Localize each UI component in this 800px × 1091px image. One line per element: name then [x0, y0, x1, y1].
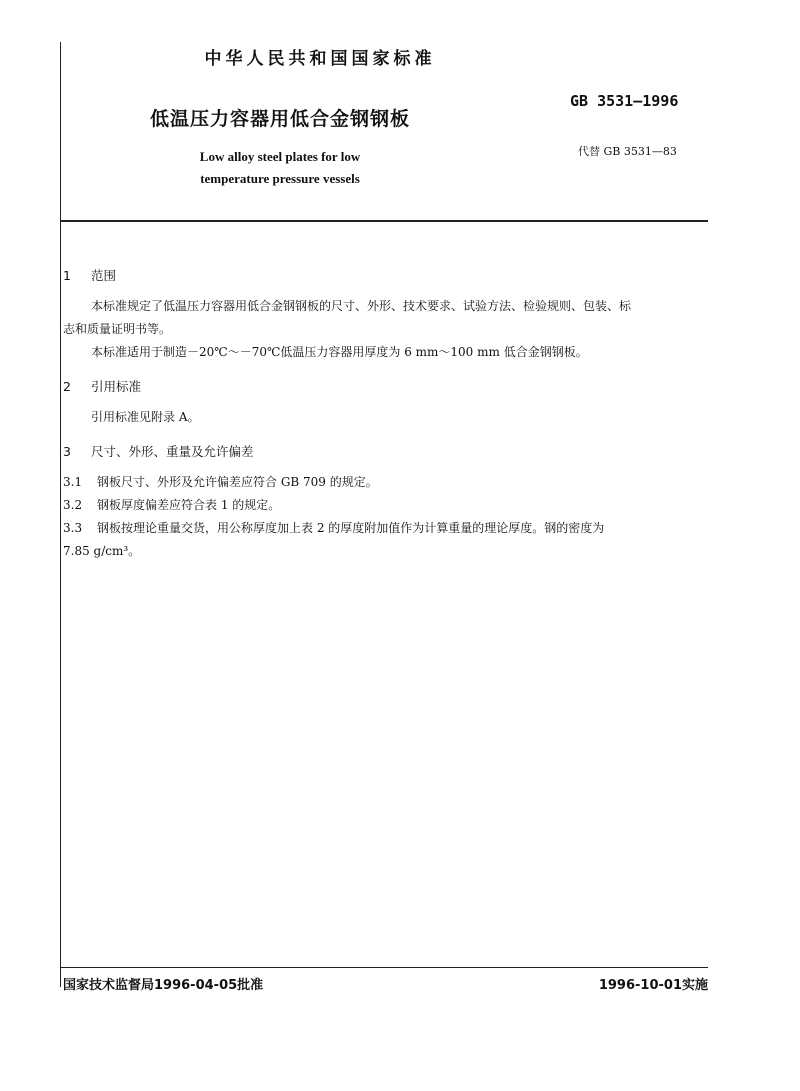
standard-number: GB 3531—1996: [570, 92, 679, 110]
section-1-para1-line1: 本标准规定了低温压力容器用低合金钢钢板的尺寸、外形、技术要求、试验方法、检验规则、包装、标: [91, 299, 632, 313]
clause-3-3: [63, 519, 604, 536]
clause-3-2-number: 3.2: [63, 498, 83, 512]
clause-3-1-text: 钢板尺寸、外形及允许偏差应符合 GB 709 的规定。: [97, 475, 378, 489]
clause-3-1: [63, 473, 378, 490]
clause-3-3-text-line1: 钢板按理论重量交货，用公称厚度加上表 2 的厚度附加值作为计算重量的理论厚度。钢的密度为: [97, 521, 605, 535]
header-divider: [60, 220, 708, 222]
approval-date: 国家技术监督局1996-04-05批准: [63, 978, 264, 993]
section-3-title: 尺寸、外形、重量及允许偏差: [91, 444, 254, 459]
footer-divider: [60, 967, 708, 968]
replaces-standard: 代替 GB 3531—83: [578, 145, 677, 158]
section-2-para: 引用标准见附录 A。: [91, 410, 200, 424]
clause-3-2: [63, 496, 280, 513]
document-title-en-line2: temperature pressure vessels: [200, 171, 360, 186]
document-title-en-line1: Low alloy steel plates for low: [199, 149, 361, 164]
section-1-para1-line2: 志和质量证明书等。: [63, 322, 172, 336]
section-3-number: 3: [63, 444, 71, 459]
section-2-title: 引用标准: [91, 379, 142, 394]
section-1-number: 1: [63, 268, 71, 283]
implementation-date: 1996-10-01实施: [598, 978, 708, 993]
section-3-heading: [63, 442, 254, 460]
clause-3-3-number: 3.3: [63, 521, 83, 535]
clause-3-1-number: 3.1: [63, 475, 83, 489]
issuing-organization: 中华人民共和国国家标准: [204, 49, 436, 69]
section-1-title: 范围: [91, 268, 117, 283]
section-1-heading: [63, 266, 116, 284]
clause-3-2-text: 钢板厚度偏差应符合表 1 的规定。: [97, 498, 281, 512]
section-1-para2: 本标准适用于制造－20℃～－70℃低温压力容器用厚度为 6 mm～100 mm 低合金钢钢板。: [91, 345, 588, 359]
document-title-cn: 低温压力容器用低合金钢钢板: [149, 108, 410, 130]
clause-3-3-text-line2: 7.85 g/cm³。: [63, 544, 141, 558]
section-2-heading: [63, 377, 141, 395]
section-2-number: 2: [63, 379, 71, 394]
